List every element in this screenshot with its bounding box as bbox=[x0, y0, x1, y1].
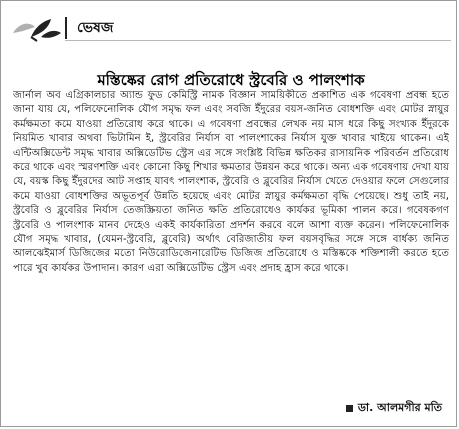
byline-author: ডা. আলমগীর মতি bbox=[357, 401, 442, 414]
leaf-sprout-icon bbox=[11, 15, 63, 43]
byline bbox=[346, 399, 442, 417]
section-divider bbox=[65, 40, 451, 41]
section-label: ভেষজ bbox=[65, 17, 445, 39]
article-headline: মস্তিষ্কের রোগ প্রতিরোধে স্ট্রবেরি ও পালংশাক bbox=[97, 71, 365, 90]
square-bullet-icon bbox=[346, 405, 353, 412]
article-body: জার্নাল অব এগ্রিকালচার অ্যান্ড ফুড কেমিস্ট্রি নামক বিজ্ঞান সাময়িকীতে প্রকাশিত এক গবেষণা প্রবন্ধ হতে জানা যায় যে, পলিফেনোলিক যৌগ সমৃদ্ধ ফল এবং সবজি ইঁদুরের বয়স-জনিত বোধশক্তি এবং মোটর স্নায়ুর কর্মক্ষমতা কমে যাওয়া প্রতিরোধ করে থাকে। এ গবেষণা প্রবন্ধের লেখক নয় মাস ধরে কিছু সংখ্যক ইঁদুরকে নিয়মিত খাবার অথবা ভিটামিন ই, স্ট্রবেরির নির্যাস বা পালংশাকের নির্যাস যুক্ত খাবার খাইয়ে থাকেন। এই এন্টিঅক্সিডেন্ট সমৃদ্ধ খাবার অক্সিডেটিভ স্ট্রেস এর সঙ্গে সংশ্লিষ্ট বিভিন্ন ক্ষতিকর রাসায়নিক পরিবর্তন প্রতিরোধ করে থাকে এবং স্মরণশক্তি এবং কোনো কিছু শিখার ক্ষমতার উন্নয়ন করে থাকে। অন্য এক গবেষণায় দেখা যায় যে, বয়স্ক কিছু ইঁদুরদের আট সপ্তাহ যাবৎ পালংশাক, স্ট্রবেরি ও ব্লুবেরির নির্যাস খেতে দেওয়ার ফলে সেগুলোর কমে যাওয়া বোধশক্তির অভূতপূর্ব উন্নতি হয়েছে এবং মোটর স্নায়ুর কর্মক্ষমতা বৃদ্ধি পেয়েছে। শুধু তাই নয়, স্ট্রবেরি ও ব্লুবেরির নির্যাস তেজস্ক্রিয়তা জনিত ক্ষতি প্রতিরোধেও কার্যকর ভূমিকা পালন করে। গবেষকগণ স্ট্রবেরি ও পালংশাক মানব দেহেও একই কার্যকারিতা প্রদর্শন করবে বলে আশা ব্যক্ত করেন। পলিফেনোলিক যৌগ সমৃদ্ধ খাবার, (যেমন-স্ট্রবেরি, ব্লুবেরি) অর্থাৎ বেরিজাতীয় ফল বয়সবৃদ্ধির সঙ্গে সঙ্গে বার্ধক্য জনিত আলঝেইমার্স ডিজিজের মতো নিউরোডিজেনারেটিভ ডিজিজ প্রতিরোধে ও মস্তিষ্ককে শক্তিশালী করতে হতে পারে খুব কার্যকর উপাদান। কারণ এরা অক্সিডেটিভ স্ট্রেস এবং প্রদাহ হ্রাস করে থাকে। bbox=[13, 90, 449, 274]
section-header bbox=[11, 15, 451, 43]
